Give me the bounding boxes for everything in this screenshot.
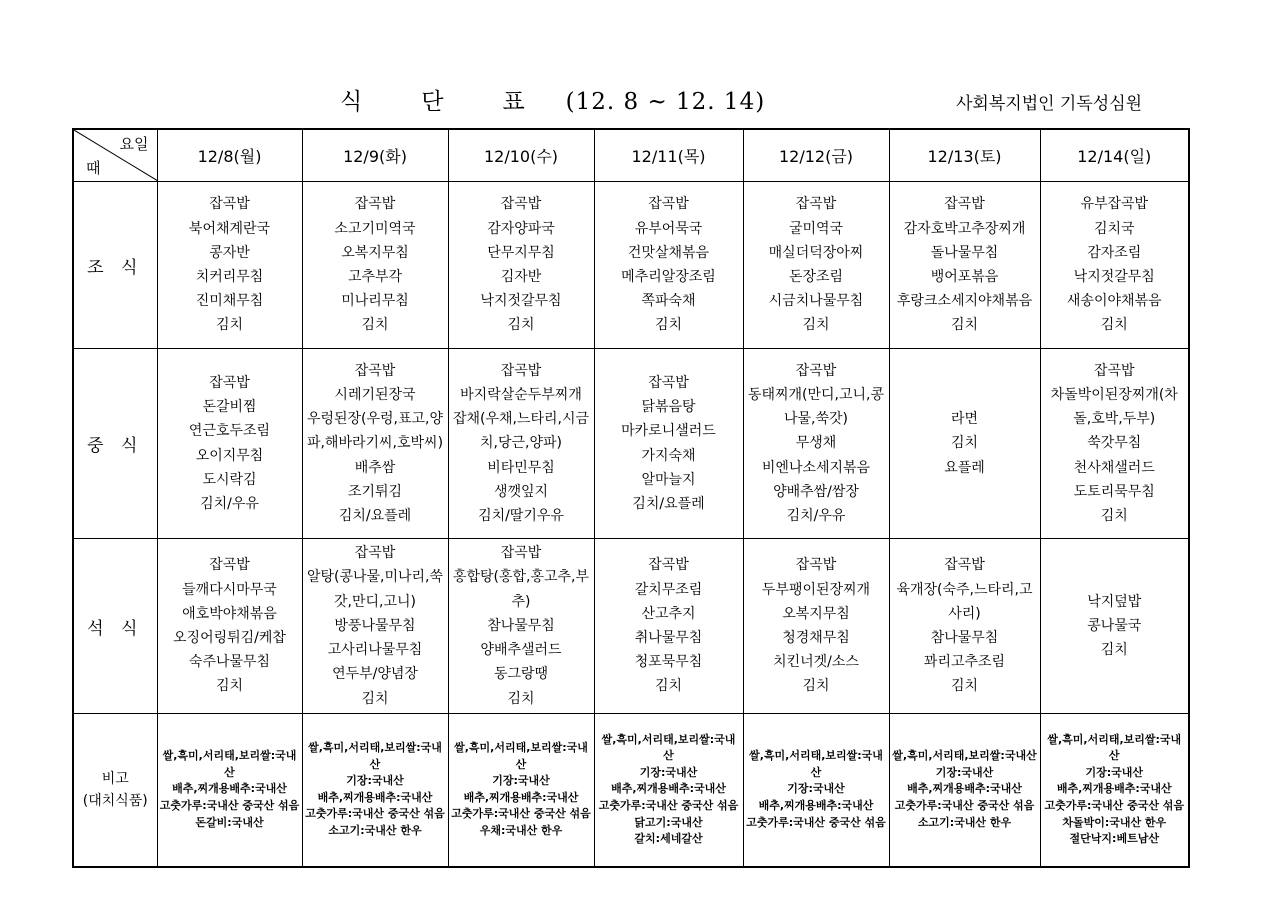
menu-item: 고사리나물무침: [327, 642, 423, 659]
menu-item: 김자반: [500, 269, 542, 285]
menu-item: 참나물무침: [487, 617, 555, 634]
menu-item: 요플레: [944, 459, 985, 476]
menu-item: 돈장조림: [788, 269, 844, 285]
menu-item: 잡곡밥: [209, 196, 250, 213]
day-header: 12/14(일): [1040, 129, 1189, 182]
menu-item: 김치/딸기우유: [478, 508, 564, 524]
menu-item: 새송이야채볶음: [1066, 293, 1162, 310]
meal-cell: [302, 539, 448, 714]
menu-item: 콩나물국: [1087, 617, 1142, 634]
origin-note: 쌀,흑미,서리태,보리쌀:국내산: [749, 749, 883, 779]
menu-item: 잡곡밥: [500, 545, 542, 562]
menu-item: 잡곡밥: [209, 374, 250, 391]
meal-cell: [302, 182, 448, 349]
notes-label-line: (대치식품): [82, 792, 148, 809]
menu-item: 연두부/양념장: [332, 666, 418, 683]
menu-item: 오징어링튀김/케찹: [173, 630, 286, 646]
menu-item: 김치/우유: [786, 508, 846, 524]
corner-cell: [73, 129, 157, 182]
meal-cell: [594, 349, 743, 539]
menu-item: 잡곡밥: [500, 362, 542, 379]
meal-label: 석 식: [73, 539, 157, 714]
menu-item: 청경채무침: [782, 630, 850, 646]
origin-note-cell: [743, 714, 889, 867]
menu-item: 시금치나물무침: [768, 293, 864, 310]
origin-note: 배추,찌개용배추:국내산: [172, 782, 287, 796]
origin-note: 배추,찌개용배추:국내산: [758, 799, 874, 813]
origin-note: 차돌박이:국내산 한우: [1062, 815, 1167, 829]
menu-item: 오이지무침: [195, 447, 264, 464]
title-char: 식: [340, 89, 364, 115]
menu-item: 감자양파국: [487, 220, 555, 237]
origin-note: 우채:국내산 한우: [479, 823, 563, 837]
corner-day-label: 요일: [119, 135, 149, 153]
menu-item: 바지락살순두부찌개: [460, 386, 582, 403]
menu-item: 콩자반: [209, 244, 250, 261]
menu-item: 양배추샐러드: [480, 642, 562, 659]
menu-item: 생깻잎지: [493, 483, 549, 500]
menu-item: 닭볶음탕: [641, 399, 696, 416]
menu-item: 오복지무침: [782, 605, 850, 622]
day-header: 12/11(목): [594, 129, 743, 182]
origin-note-cell: [889, 714, 1040, 867]
origin-note: 절단낙지:베트남산: [1069, 832, 1159, 846]
menu-item: 잡곡밥: [944, 196, 985, 213]
meal-cell: [889, 182, 1040, 349]
menu-item: 김치: [507, 690, 535, 707]
day-header: 12/8(월): [157, 129, 302, 182]
origin-note-cell: [594, 714, 743, 867]
menu-item: 김치: [1100, 508, 1128, 524]
menu-item: 잡곡밥: [354, 196, 396, 213]
origin-note: 쌀,흑미,서리태,보리쌀:국내산: [454, 740, 588, 771]
menu-item: 진미채무침: [195, 293, 264, 310]
menu-item: 연근호두조림: [188, 423, 271, 440]
menu-item: 김치: [1100, 642, 1128, 659]
menu-item: 잡곡밥: [354, 545, 396, 562]
menu-item: 김치: [215, 678, 244, 695]
dinner-row: [73, 539, 1189, 714]
menu-item: 김치: [802, 678, 830, 695]
menu-item: 도토리묵무침: [1073, 483, 1155, 500]
breakfast-row: [73, 182, 1189, 349]
menu-item: 우렁된장(우렁,표고,양파,해바라기씨,호박씨): [306, 411, 444, 452]
meal-cell: [594, 182, 743, 349]
menu-item: 도시락김: [202, 471, 257, 488]
origin-note: 갈치:세네갈산: [634, 832, 703, 846]
notes-row: [73, 714, 1189, 867]
notes-label: [73, 714, 157, 867]
menu-item: 김치: [215, 317, 244, 334]
corner-time-label: 때: [86, 159, 101, 177]
origin-note: 기장:국내산: [935, 765, 994, 779]
menu-item: 감자호박고추장찌개: [903, 220, 1026, 237]
menu-item: 비엔나소세지볶음: [761, 459, 871, 476]
menu-item: 김치: [1100, 317, 1128, 334]
meal-cell: [302, 349, 448, 539]
meal-label: 중 식: [73, 349, 157, 539]
menu-item: 잡곡밥: [648, 557, 689, 574]
meal-cell: [743, 182, 889, 349]
meal-cell: [594, 539, 743, 714]
origin-note: 소고기:국내산 한우: [917, 815, 1012, 829]
menu-item: 김치: [361, 317, 389, 334]
meal-cell: [448, 182, 594, 349]
title-char: 단: [421, 89, 445, 115]
origin-note: 배추,찌개용배추:국내산: [1056, 782, 1172, 796]
origin-note: 쌀,흑미,서리태,보리쌀:국내산: [162, 749, 297, 779]
origin-note: 고춧가루:국내산 중국산 섞음: [746, 815, 886, 829]
menu-item: 북어채계란국: [188, 220, 271, 237]
menu-item: 잡곡밥: [648, 196, 689, 213]
origin-note: 고춧가루:국내산 중국산 섞음: [1044, 799, 1185, 813]
meal-cell: [448, 349, 594, 539]
origin-note: 쌀,흑미,서리태,보리쌀:국내산: [892, 749, 1037, 763]
menu-item: 김치/우유: [200, 495, 259, 512]
menu-item: 숙주나물무침: [188, 654, 271, 671]
origin-note: 소고기:국내산 한우: [328, 823, 422, 837]
origin-note-cell: [157, 714, 302, 867]
menu-item: 쑥갓무침: [1087, 435, 1142, 452]
menu-item: 돈갈비찜: [202, 399, 257, 416]
menu-item: 시레기된장국: [334, 386, 416, 403]
menu-item: 잡곡밥: [795, 557, 837, 574]
menu-item: 후랑크소세지야채볶음: [896, 293, 1033, 310]
origin-note-cell: [448, 714, 594, 867]
menu-item: 고추부각: [347, 269, 403, 285]
menu-item: 애호박야채볶음: [182, 605, 277, 622]
menu-item: 취나물무침: [634, 630, 703, 646]
title-char: 표: [502, 89, 526, 115]
menu-item: 감자조림: [1087, 244, 1142, 261]
origin-note: 고춧가루:국내산 중국산 섞음: [451, 807, 591, 821]
menu-item: 라면: [950, 411, 979, 428]
menu-item: 돌나물무침: [930, 244, 999, 261]
origin-note-cell: [1040, 714, 1189, 867]
menu-item: 잡곡밥: [795, 362, 837, 379]
menu-item: 동태찌개(만디,고니,콩나물,쑥갓): [747, 386, 885, 428]
menu-item: 마카로니샐러드: [621, 423, 716, 440]
meal-cell: [1040, 539, 1189, 714]
menu-item: 참나물무침: [930, 630, 999, 646]
menu-item: 배추쌈: [354, 459, 396, 476]
meal-label: 조 식: [73, 182, 157, 349]
menu-item: 잡곡밥: [648, 374, 689, 391]
meal-cell: [157, 182, 302, 349]
origin-note: 쌀,흑미,서리태,보리쌀:국내산: [1047, 732, 1182, 763]
menu-item: 김치: [950, 678, 979, 695]
menu-item: 김치: [654, 317, 683, 334]
meal-cell: [1040, 182, 1189, 349]
origin-note: 돈갈비:국내산: [195, 815, 264, 829]
menu-item: 두부팽이된장찌개: [761, 581, 871, 598]
meal-cell: [448, 539, 594, 714]
day-header: 12/12(금): [743, 129, 889, 182]
meal-cell: [743, 539, 889, 714]
menu-item: 뱅어포볶음: [930, 269, 999, 285]
origin-note-cell: [302, 714, 448, 867]
lunch-row: [73, 349, 1189, 539]
menu-item: 알탕(콩나물,미나리,쑥갓,만디,고니): [306, 569, 444, 610]
origin-note: 기장:국내산: [492, 774, 550, 788]
origin-note: 쌀,흑미,서리태,보리쌀:국내산: [601, 732, 736, 763]
menu-item: 잡곡밥: [1093, 362, 1135, 379]
menu-item: 꽈리고추조림: [923, 654, 1006, 671]
menu-item: 가지숙채: [641, 447, 696, 464]
menu-item: 김치: [950, 317, 979, 334]
menu-item: 오복지무침: [341, 244, 409, 261]
menu-item: 잡곡밥: [944, 557, 985, 574]
origin-note: 쌀,흑미,서리태,보리쌀:국내산: [308, 740, 442, 771]
origin-note: 기장:국내산: [639, 765, 698, 779]
meal-cell: [743, 349, 889, 539]
menu-item: 천사채샐러드: [1073, 459, 1155, 476]
origin-note: 닭고기:국내산: [634, 815, 703, 829]
menu-item: 김치/요플레: [632, 495, 705, 512]
menu-item: 김치/요플레: [338, 508, 412, 524]
meal-cell: [157, 539, 302, 714]
menu-item: 청포묵무침: [634, 654, 703, 671]
menu-item: 차돌박이된장찌개(차돌,호박,두부): [1050, 386, 1178, 428]
menu-item: 김치: [802, 317, 830, 334]
notes-label-line: 비고: [101, 770, 129, 787]
meal-cell: [889, 539, 1040, 714]
origin-note: 배추,찌개용배추:국내산: [317, 790, 433, 804]
origin-note: 고춧가루:국내산 중국산 섞음: [159, 799, 300, 813]
origin-note: 기장:국내산: [787, 782, 845, 796]
menu-item: 김치: [950, 435, 979, 452]
meal-plan-table: [72, 128, 1190, 868]
menu-item: 잡채(우채,느타리,시금치,당근,양파): [452, 411, 590, 452]
menu-item: 잡곡밥: [354, 362, 396, 379]
origin-note: 고춧가루:국내산 중국산 섞음: [305, 807, 445, 821]
organization-name: 사회복지법인 기독성심원: [956, 94, 1143, 114]
menu-item: 유부어묵국: [634, 220, 703, 237]
day-header: 12/10(수): [448, 129, 594, 182]
menu-item: 잡곡밥: [209, 557, 250, 574]
menu-item: 비타민무침: [487, 459, 555, 476]
meal-cell: [157, 349, 302, 539]
origin-note: 고춧가루:국내산 중국산 섞음: [598, 799, 739, 813]
meal-cell: [889, 349, 1040, 539]
origin-note: 기장:국내산: [346, 774, 404, 788]
menu-item: 방풍나물무침: [334, 617, 416, 634]
menu-item: 유부잡곡밥: [1080, 196, 1149, 213]
meal-cell: [1040, 349, 1189, 539]
menu-item: 미나리무침: [341, 293, 409, 310]
menu-item: 조기튀김: [347, 483, 403, 500]
origin-note: 기장:국내산: [1085, 765, 1144, 779]
menu-item: 소고기미역국: [334, 220, 416, 237]
menu-item: 단무지무침: [487, 244, 555, 261]
day-header: 12/13(토): [889, 129, 1040, 182]
menu-item: 산고추지: [641, 605, 696, 622]
menu-item: 잡곡밥: [500, 196, 542, 213]
menu-item: 치킨너겟/소스: [773, 654, 859, 671]
menu-item: 낙지젓갈무침: [1073, 269, 1155, 285]
menu-item: 양배추쌈/쌈장: [773, 483, 859, 500]
page-title: [340, 83, 765, 116]
menu-item: 육개장(숙주,느타리,고사리): [896, 581, 1033, 622]
menu-item: 김치: [361, 690, 389, 707]
menu-item: 동그랑땡: [493, 666, 549, 683]
menu-item: 무생채: [795, 435, 837, 452]
origin-note: 배추,찌개용배추:국내산: [907, 782, 1022, 796]
header-row: [73, 129, 1189, 182]
menu-item: 매실더덕장아찌: [768, 244, 864, 261]
menu-item: 김치: [654, 678, 683, 695]
menu-item: 갈치무조림: [634, 581, 703, 598]
title-date-range: (12. 8 ~ 12. 14): [565, 89, 766, 115]
menu-item: 알마늘지: [641, 471, 696, 488]
menu-item: 치커리무침: [195, 269, 264, 285]
menu-item: 잡곡밥: [795, 196, 837, 213]
menu-item: 들깨다시마무국: [182, 581, 277, 598]
menu-item: 홍합탕(홍합,홍고추,부추): [452, 569, 590, 610]
menu-item: 메추리알장조림: [621, 269, 716, 285]
menu-item: 김치국: [1093, 220, 1135, 237]
origin-note: 고춧가루:국내산 중국산 섞음: [894, 799, 1035, 813]
day-header: 12/9(화): [302, 129, 448, 182]
menu-item: 김치: [507, 317, 535, 334]
menu-item: 낙지덮밥: [1087, 593, 1142, 610]
menu-item: 굴미역국: [788, 220, 844, 237]
origin-note: 배추,찌개용배추:국내산: [611, 782, 726, 796]
menu-item: 쪽파숙채: [641, 293, 696, 310]
origin-note: 배추,찌개용배추:국내산: [463, 790, 579, 804]
menu-item: 낙지젓갈무침: [480, 293, 562, 310]
menu-item: 건맛살채볶음: [627, 244, 710, 261]
